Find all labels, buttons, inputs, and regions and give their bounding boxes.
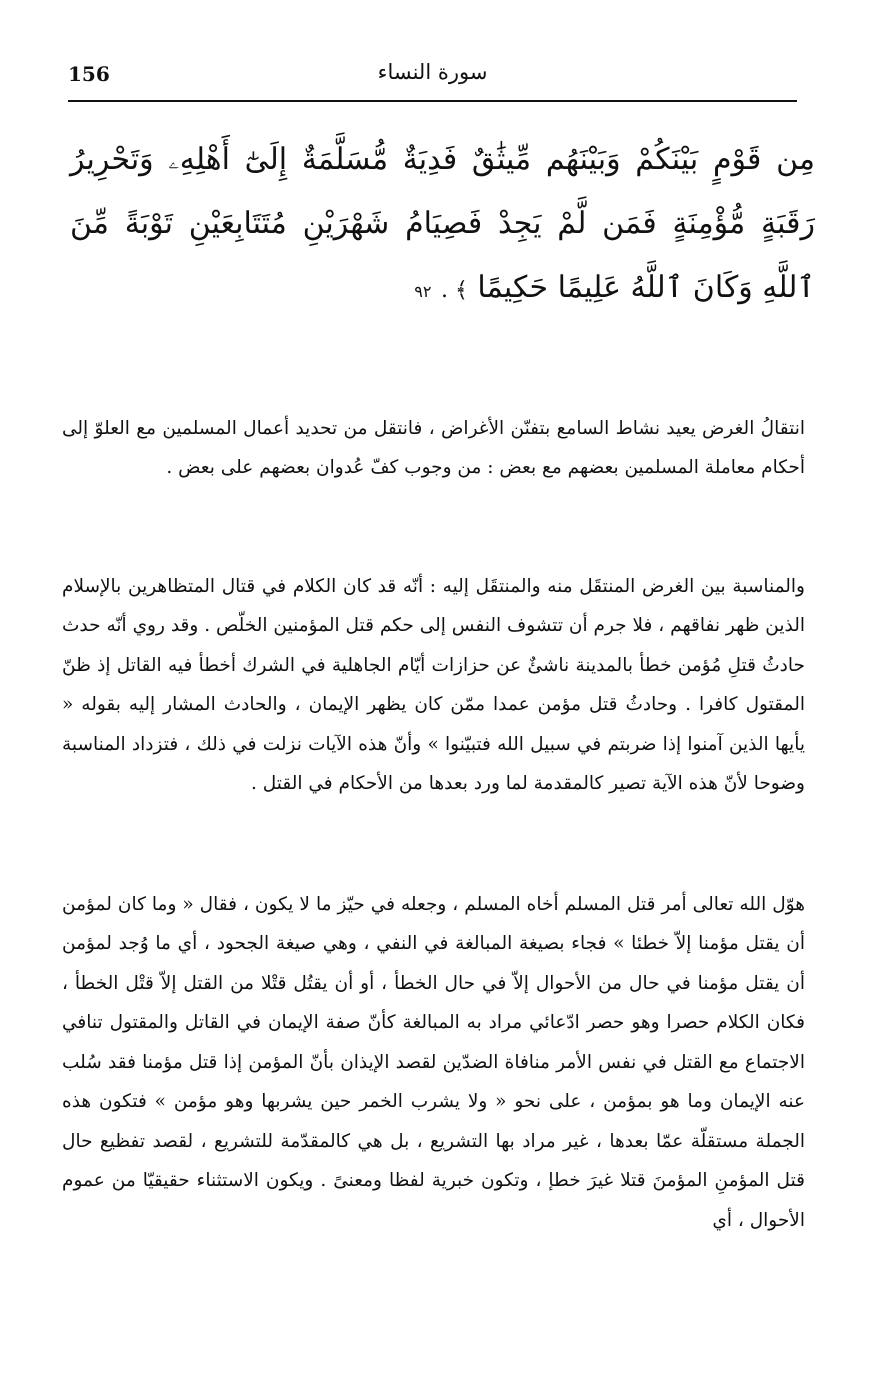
- commentary-paragraph-1: انتقالُ الغرض يعيد نشاط السامع بتفنّن الأغراض ، فانتقل من تحديد أعمال المسلمين مع العلوّ إلى أحكام معاملة المسلمين بعضهم مع بعض : من وجوب كفّ عُدوان بعضهم على بعض .: [62, 417, 805, 478]
- header-rule: [68, 100, 797, 102]
- page-header: [68, 58, 797, 98]
- verse-end-mark: ﴾ .: [440, 278, 468, 303]
- running-title: سورة النساء: [377, 60, 488, 84]
- page-number: 156: [68, 62, 110, 86]
- verse-text: مِن قَوْمٍ بَيْنَكُمْ وَبَيْنَهُم مِّيثَٰقٌ فَدِيَةٌ مُّسَلَّمَةٌ إِلَىٰٓ أَهْلِهِۦ وَتَحْرِيرُ رَقَبَةٍ مُّؤْمِنَةٍ فَمَن لَّمْ يَجِدْ فَصِيَامُ شَهْرَيْنِ مُتَتَابِعَيْنِ تَوْبَةً مِّنَ ٱللَّهِ وَكَانَ ٱللَّهُ عَلِيمًا حَكِيمًا: [70, 142, 815, 305]
- quran-verse: [70, 128, 815, 324]
- verse-number: ٩٢: [414, 282, 432, 301]
- commentary-paragraph-3: هوّل الله تعالى أمر قتل المسلم أخاه المسلم ، وجعله في حيّز ما لا يكون ، فقال « وما كان لمؤمن أن يقتل مؤمنا إلاّ خطئا » فجاء بصيغة المبالغة في النفي ، وهي صيغة الجحود ، أي ما وُجد لمؤمن أن يقتل مؤمنا في حال من الأحوال إلاّ في حال الخطأ ، أو أن يقتُل قتْلا من القتل إلاّ قتْل الخطأ ، فكان الكلام حصرا وهو حصر ادّعائي مراد به المبالغة كأنّ صفة الإيمان في القاتل والمقتول تنافي الاجتماع مع القتل في نفس الأمر منافاة الضدّين لقصد الإيذان بأنّ المؤمن إذا قتل مؤمنا فقد سُلب عنه الإيمان وما هو بمؤمن ، على نحو « ولا يشرب الخمر حين يشربها وهو مؤمن » فتكون هذه الجملة مستقلّة عمّا بعدها ، غير مراد بها التشريع ، بل هي كالمقدّمة للتشريع ، لقصد تفظيع حال قتل المؤمنِ المؤمنَ قتلا غيرَ خطإ ، وتكون خبرية لفظا ومعنىً . ويكون الاستثناء حقيقيّا من عموم الأحوال ، أي: [62, 893, 805, 1231]
- commentary-paragraph-2: والمناسبة بين الغرض المنتقَل منه والمنتقَل إليه : أنّه قد كان الكلام في قتال المتظاهرين بالإسلام الذين ظهر نفاقهم ، فلا جرم أن تتشوف النفس إلى حكم قتل المؤمنين الخلّص . وقد روي أنّه حدث حادثُ قتلِ مُؤمن خطأ بالمدينة ناشئٌ عن حزازات أيّام الجاهلية في الشرك أخطأ فيه القاتل إذ ظنّ المقتول كافرا . وحادثُ قتل مؤمن عمدا ممّن كان يظهر الإيمان ، والحادث المشار إليه بقوله « يأيها الذين آمنوا إذا ضربتم في سبيل الله فتبيّنوا » وأنّ هذه الآيات نزلت في ذلك ، فتزداد المناسبة وضوحا لأنّ هذه الآية تصير كالمقدمة لما ورد بعدها من الأحكام في القتل .: [62, 575, 805, 794]
